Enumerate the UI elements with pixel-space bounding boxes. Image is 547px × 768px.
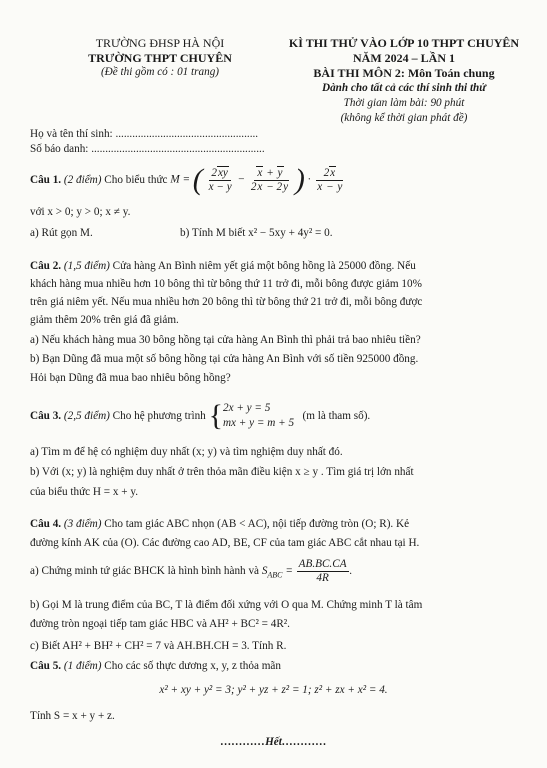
page-count: (Đề thi gồm có : 01 trang) xyxy=(100,66,220,78)
q2-text-1: Cửa hàng An Bình niêm yết giá một bông hồng là 25000 đồng. Nếu xyxy=(112,260,416,272)
q2-line-2: khách hàng mua nhiều hơn 10 bông thì từ bông thứ 11 trở đi, mỗi bông được giảm 10% xyxy=(30,278,422,290)
end-marker: …………Hết………… xyxy=(220,736,327,748)
q3-intro: Cho hệ phương trình xyxy=(112,410,206,422)
q1-condition: với x > 0; y > 0; x ≠ y. xyxy=(30,206,131,218)
q3-eq-2: mx + y = m + 5 xyxy=(222,417,295,429)
exam-time-note: (không kể thời gian phát đề) xyxy=(340,112,468,124)
q3-system xyxy=(223,401,294,431)
q2-line-4: giảm thêm 20% trên giá đã giảm. xyxy=(30,314,179,326)
q4-part-b-2: đường tròn ngoại tiếp tam giác HBC và AH² + BC² = 4R². xyxy=(30,618,290,630)
exam-audience: Dành cho tất cả các thí sinh thi thử xyxy=(322,82,486,94)
exam-subject: BÀI THI MÔN 2: Môn Toán chung xyxy=(313,66,495,80)
exam-year: NĂM 2024 – LẦN 1 xyxy=(353,51,455,65)
q1-points: (2 điểm) xyxy=(63,174,102,186)
q2-part-b-1: b) Bạn Dũng đã mua một số bông hồng tại cửa hàng An Bình với số tiền 925000 đồng. xyxy=(30,353,419,365)
q3-part-a: a) Tìm m để hệ có nghiệm duy nhất (x; y) và tìm nghiệm duy nhất đó. xyxy=(30,446,343,458)
q4-part-c: c) Biết AH² + BH² + CH² = 7 và AH.BH.CH = 3. Tính R. xyxy=(30,640,287,652)
q4-line-1 xyxy=(30,518,409,530)
q4-area-numerator: AB.BC.CA xyxy=(298,557,347,570)
q4-area-subscript: ABC xyxy=(267,569,283,579)
school-name-1: TRƯỜNG ĐHSP HÀ NỘI xyxy=(95,36,225,50)
q5-system: x² + xy + y² = 3; y² + yz + z² = 1; z² + zx + x² = 4. xyxy=(159,684,388,696)
q2-label: Câu 2. xyxy=(30,260,62,272)
q3-param: (m là tham số). xyxy=(302,410,371,422)
q1-label: Câu 1. xyxy=(30,174,62,186)
q2-line-1 xyxy=(30,260,416,272)
exam-time: Thời gian làm bài: 90 phút xyxy=(343,97,465,109)
q5-intro: Cho các số thực dương x, y, z thỏa mãn xyxy=(104,660,281,672)
q4-label: Câu 4. xyxy=(30,518,62,530)
q2-line-3: trên giá niêm yết. Nếu mua nhiều hơn 20 bông thì từ bông thứ 21 trở đi, mỗi bông được xyxy=(30,296,423,308)
q3-part-b-1: b) Với (x; y) là nghiệm duy nhất ở trên thỏa mãn điều kiện x ≥ y . Tìm giá trị lớn nhất xyxy=(30,466,414,478)
q3-statement xyxy=(30,398,370,434)
q1-formula: M = ( $\frac{2xy}{x - y}$ − $\frac{x + y}{2x - 2y}$ ) · $\frac{2x}{x - y}$ xyxy=(170,163,343,196)
q1-statement xyxy=(30,160,346,200)
exam-title: KÌ THI THỬ VÀO LỚP 10 THPT CHUYÊN xyxy=(288,36,520,50)
q4-area-denominator: 4R xyxy=(316,571,329,584)
q1-part-b: b) Tính M biết x² − 5xy + 4y² = 0. xyxy=(180,227,333,239)
candidate-id-field: Số báo danh: .............................................................. xyxy=(30,143,265,155)
candidate-name-field: Họ và tên thí sinh: ................................................... xyxy=(30,128,259,140)
q2-points: (1,5 điểm) xyxy=(63,260,110,272)
q2-part-a: a) Nếu khách hàng mua 30 bông hồng tại cửa hàng An Bình thì phải trả bao nhiêu tiền? xyxy=(30,334,421,346)
q4-part-a-formula: $S_{ABC}$ = $\frac{AB.BC.CA}{4R}$ . xyxy=(261,557,353,584)
q5-line-1 xyxy=(30,660,281,672)
q4-points: (3 điểm) xyxy=(63,518,102,530)
q4-part-a-text: a) Chứng minh tứ giác BHCK là hình bình hành và xyxy=(30,565,260,577)
q1-intro: Cho biểu thức xyxy=(104,174,168,186)
q3-eq-1: 2x + y = 5 xyxy=(222,402,271,414)
q2-part-b-2: Hỏi bạn Dũng đã mua bao nhiêu bông hồng? xyxy=(30,372,231,384)
q5-points: (1 điểm) xyxy=(63,660,102,672)
q3-label: Câu 3. xyxy=(30,410,62,422)
q3-points: (2,5 điểm) xyxy=(63,410,110,422)
q1-part-a: a) Rút gọn M. xyxy=(30,227,93,239)
q3-part-b-2: của biểu thức H = x + y. xyxy=(30,486,139,498)
q5-label: Câu 5. xyxy=(30,660,62,672)
school-name-2: TRƯỜNG THPT CHUYÊN xyxy=(88,51,232,65)
q4-part-b-1: b) Gọi M là trung điểm của BC, T là điểm đối xứng với O qua M. Chứng minh T là tâm xyxy=(30,599,423,611)
q4-line-2: đường kính AK của (O). Các đường cao AD, BE, CF của tam giác ABC cắt nhau tại H. xyxy=(30,537,420,549)
q3-brace: { xyxy=(208,399,223,432)
q4-text-1: Cho tam giác ABC nhọn (AB < AC), nội tiếp đường tròn (O; R). Kẻ xyxy=(104,518,410,530)
q4-area-symbol: S xyxy=(261,564,268,577)
q4-part-a xyxy=(30,556,352,586)
q5-task: Tính S = x + y + z. xyxy=(30,710,115,722)
